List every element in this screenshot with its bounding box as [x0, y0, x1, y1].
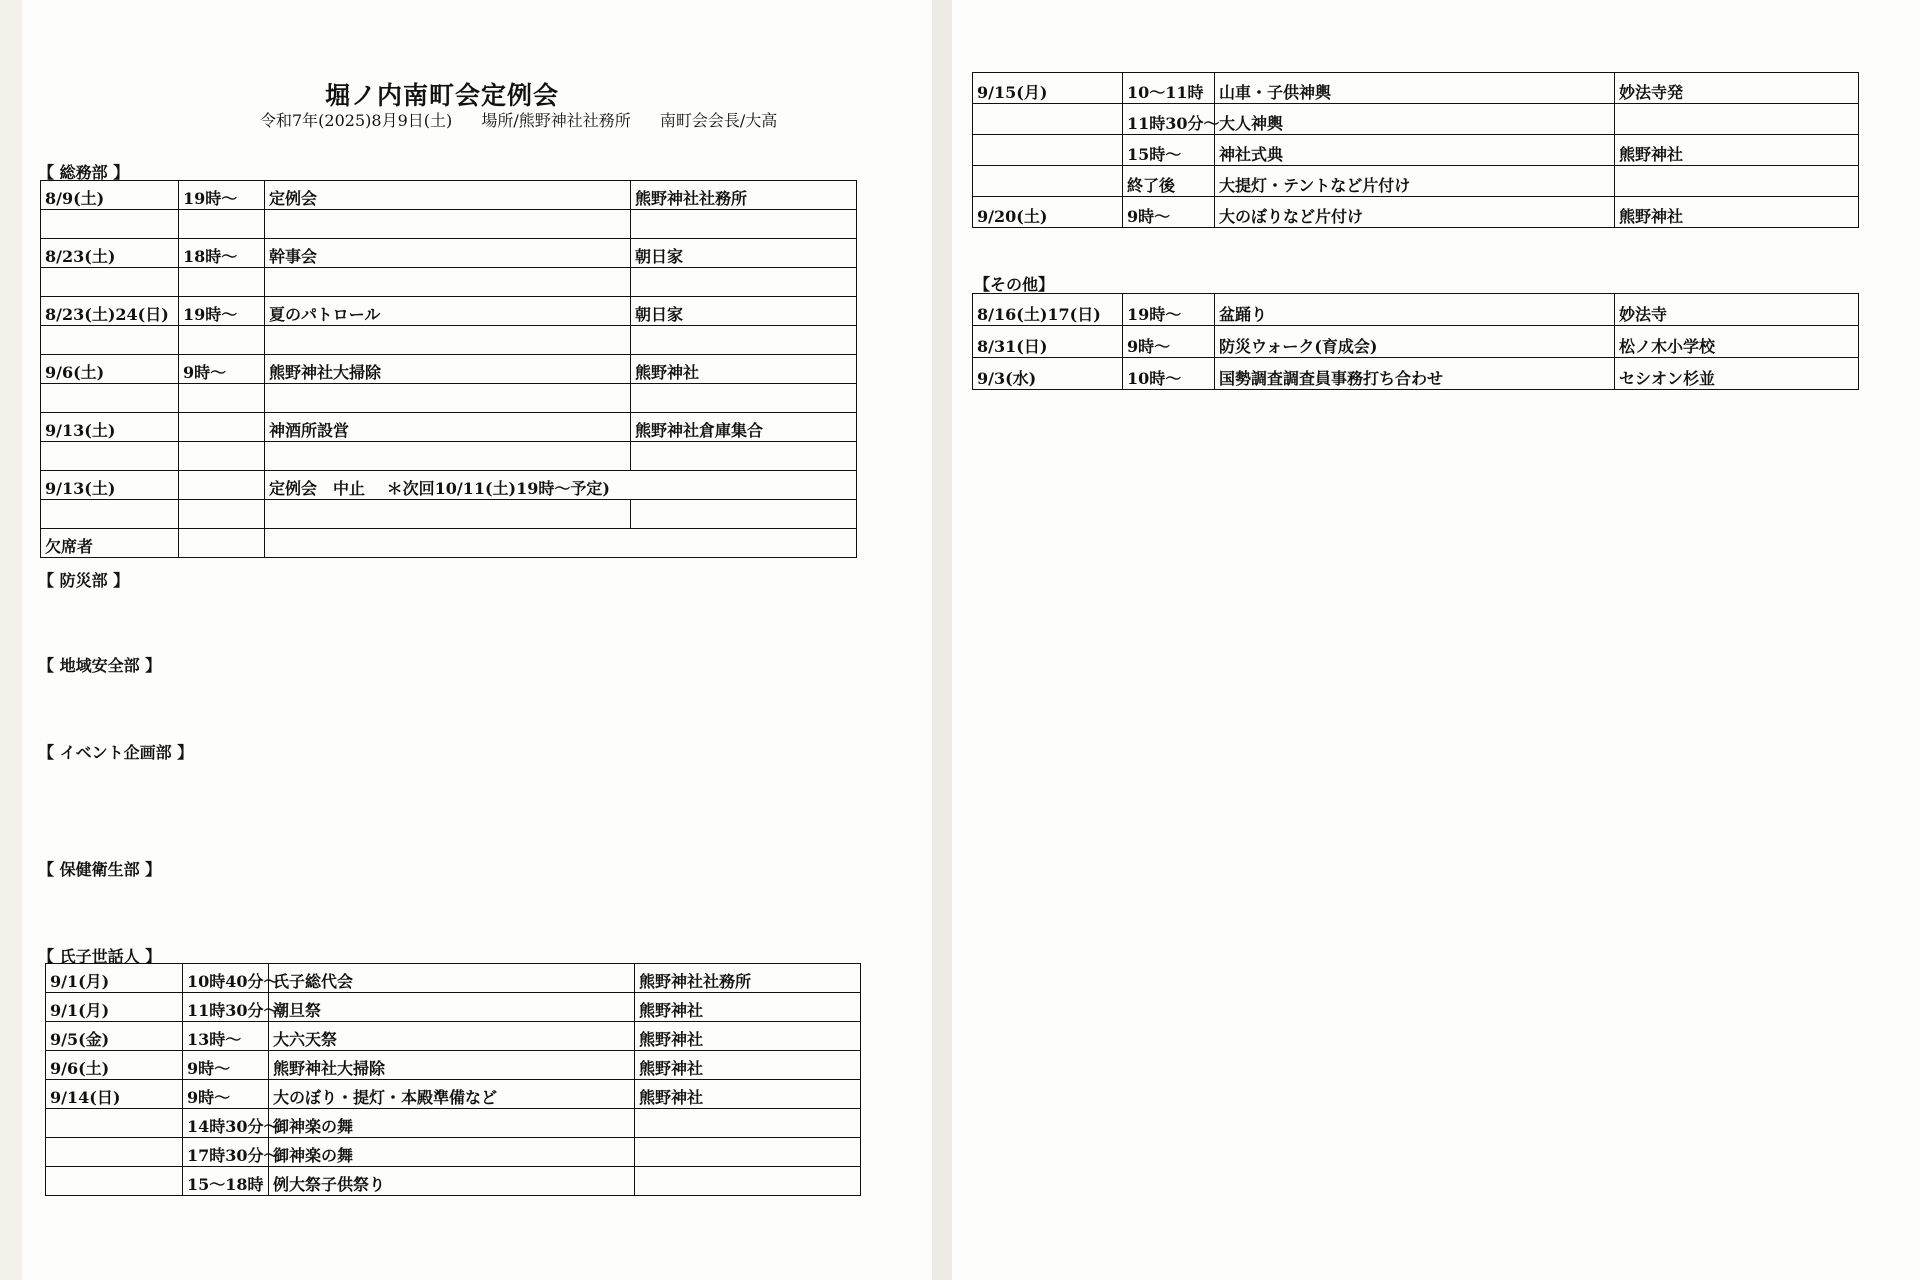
cell-time: 19時～	[179, 181, 265, 210]
cell-date: 8/23(土)24(日)	[41, 297, 179, 326]
table-row	[41, 210, 857, 239]
cell-event: 定例会	[265, 181, 631, 210]
cell-date	[46, 1109, 183, 1138]
table-row	[41, 471, 857, 500]
cell-place: 熊野神社倉庫集合	[631, 413, 857, 442]
cell-place: 妙法寺	[1615, 294, 1859, 326]
cell-place	[631, 442, 857, 471]
cell-place	[1615, 166, 1859, 197]
cell-event	[265, 500, 631, 529]
cell-date	[973, 135, 1123, 166]
cell-date	[41, 268, 179, 297]
cell-time: 14時30分～	[183, 1109, 269, 1138]
document-title: 堀ノ内南町会定例会	[325, 81, 560, 110]
festival-schedule-table	[972, 72, 1859, 228]
cell-place: 熊野神社	[1615, 135, 1859, 166]
cell-time: 9時～	[1123, 197, 1215, 228]
cell-date	[46, 1138, 183, 1167]
table-row	[41, 326, 857, 355]
cell-date: 8/16(土)17(日)	[973, 294, 1123, 326]
cell-event: 夏のパトロール	[265, 297, 631, 326]
table-row	[973, 135, 1859, 166]
page-gutter	[932, 0, 952, 1280]
meeting-date: 令和7年(2025)8月9日(土)	[260, 111, 453, 130]
section-hoken: 【 保健衛生部 】	[38, 860, 162, 879]
cell-date: 9/13(土)	[41, 471, 179, 500]
table-row	[46, 1109, 861, 1138]
cell-event: 盆踊り	[1215, 294, 1615, 326]
table-row	[46, 1167, 861, 1196]
cell-place	[631, 210, 857, 239]
table-row	[46, 964, 861, 993]
cell-event: 神社式典	[1215, 135, 1615, 166]
cell-event: 大六天祭	[269, 1022, 635, 1051]
cell-event: 熊野神社大掃除	[269, 1051, 635, 1080]
cell-time: 9時～	[183, 1051, 269, 1080]
cell-event: 防災ウォーク(育成会)	[1215, 326, 1615, 358]
document-meta	[260, 108, 801, 131]
cell-event: 潮旦祭	[269, 993, 635, 1022]
cell-time: 19時～	[179, 297, 265, 326]
cell-place: セシオン杉並	[1615, 358, 1859, 390]
cell-time	[179, 500, 265, 529]
cell-place: 熊野神社社務所	[631, 181, 857, 210]
table-row	[41, 297, 857, 326]
cell-time: 19時～	[1123, 294, 1215, 326]
cell-date	[41, 442, 179, 471]
cell-date	[46, 1167, 183, 1196]
cell-place: 熊野神社	[631, 355, 857, 384]
cell-date: 8/31(日)	[973, 326, 1123, 358]
cell-event: 定例会 中止 ＊次回10/11(土)19時～予定)	[265, 471, 857, 500]
cell-place	[635, 1167, 861, 1196]
cell-place: 朝日家	[631, 239, 857, 268]
section-somu: 【 総務部 】	[38, 163, 130, 182]
cell-event	[265, 384, 631, 413]
other-schedule-table	[972, 293, 1859, 390]
cell-time: 9時～	[1123, 326, 1215, 358]
cell-time	[179, 529, 265, 558]
cell-place: 熊野神社社務所	[635, 964, 861, 993]
meeting-venue: 場所/熊野神社社務所	[481, 111, 631, 130]
table-row	[41, 442, 857, 471]
section-ujiko: 【 氏子世話人 】	[38, 947, 162, 966]
cell-time: 18時～	[179, 239, 265, 268]
cell-date: 8/9(土)	[41, 181, 179, 210]
cell-absentees	[265, 529, 857, 558]
cell-time	[179, 210, 265, 239]
cell-place: 熊野神社	[635, 1080, 861, 1109]
cell-time	[179, 326, 265, 355]
cell-event: 大提灯・テントなど片付け	[1215, 166, 1615, 197]
cell-time: 9時～	[183, 1080, 269, 1109]
cell-event: 例大祭子供祭り	[269, 1167, 635, 1196]
cell-time: 11時30分～	[1123, 104, 1215, 135]
cell-time: 11時30分～	[183, 993, 269, 1022]
cell-date	[41, 384, 179, 413]
cell-date	[41, 326, 179, 355]
cell-time: 10時～	[1123, 358, 1215, 390]
section-chiiki: 【 地域安全部 】	[38, 656, 162, 675]
cell-time: 9時～	[179, 355, 265, 384]
cell-time: 13時～	[183, 1022, 269, 1051]
cell-date: 9/3(水)	[973, 358, 1123, 390]
cell-date: 9/1(月)	[46, 964, 183, 993]
cell-event: 大人神輿	[1215, 104, 1615, 135]
cell-date: 9/1(月)	[46, 993, 183, 1022]
table-row	[41, 384, 857, 413]
cell-event: 御神楽の舞	[269, 1138, 635, 1167]
cell-event: 幹事会	[265, 239, 631, 268]
cell-event: 御神楽の舞	[269, 1109, 635, 1138]
table-row	[41, 181, 857, 210]
somu-schedule-table	[40, 180, 857, 558]
cell-time	[179, 471, 265, 500]
cell-time: 15～18時	[183, 1167, 269, 1196]
table-row	[41, 268, 857, 297]
cell-event: 熊野神社大掃除	[265, 355, 631, 384]
cell-event: 神酒所設営	[265, 413, 631, 442]
table-row	[41, 355, 857, 384]
section-bosai: 【 防災部 】	[38, 571, 130, 590]
cell-place: 熊野神社	[635, 1022, 861, 1051]
cell-date: 9/13(土)	[41, 413, 179, 442]
cell-place	[631, 500, 857, 529]
cell-date: 9/14(日)	[46, 1080, 183, 1109]
cell-place	[1615, 104, 1859, 135]
cell-place: 熊野神社	[635, 1051, 861, 1080]
table-row	[973, 358, 1859, 390]
section-sonota: 【その他】	[974, 275, 1055, 294]
cell-place: 熊野神社	[635, 993, 861, 1022]
cell-date: 9/5(金)	[46, 1022, 183, 1051]
cell-place: 熊野神社	[1615, 197, 1859, 228]
table-row	[973, 294, 1859, 326]
cell-date: 8/23(土)	[41, 239, 179, 268]
table-row	[973, 197, 1859, 228]
cell-event: 氏子総代会	[269, 964, 635, 993]
table-row	[46, 1080, 861, 1109]
table-row	[973, 326, 1859, 358]
table-row	[41, 239, 857, 268]
table-row	[973, 166, 1859, 197]
cell-time	[179, 384, 265, 413]
table-row	[46, 1051, 861, 1080]
cell-place	[631, 268, 857, 297]
cell-place	[631, 326, 857, 355]
cell-date	[41, 210, 179, 239]
cell-date	[41, 500, 179, 529]
cell-date: 9/20(土)	[973, 197, 1123, 228]
cell-place: 朝日家	[631, 297, 857, 326]
cell-time: 10～11時	[1123, 73, 1215, 104]
ujiko-schedule-table	[45, 963, 861, 1196]
cell-event: 大のぼりなど片付け	[1215, 197, 1615, 228]
cell-date: 欠席者	[41, 529, 179, 558]
cell-place	[635, 1109, 861, 1138]
table-row	[46, 993, 861, 1022]
cell-date: 9/6(土)	[46, 1051, 183, 1080]
cell-time	[179, 268, 265, 297]
cell-place: 松ノ木小学校	[1615, 326, 1859, 358]
meeting-chair: 南町会会長/大高	[659, 111, 778, 130]
table-row	[46, 1138, 861, 1167]
cell-date: 9/6(土)	[41, 355, 179, 384]
table-row	[41, 500, 857, 529]
table-row	[46, 1022, 861, 1051]
cell-date: 9/15(月)	[973, 73, 1123, 104]
cell-time	[179, 442, 265, 471]
section-event: 【 イベント企画部 】	[38, 743, 194, 762]
cell-place: 妙法寺発	[1615, 73, 1859, 104]
cell-time: 終了後	[1123, 166, 1215, 197]
cell-event: 大のぼり・提灯・本殿準備など	[269, 1080, 635, 1109]
cell-event	[265, 268, 631, 297]
cell-date	[973, 166, 1123, 197]
cell-event	[265, 326, 631, 355]
cell-time: 10時40分～	[183, 964, 269, 993]
table-row	[41, 413, 857, 442]
cell-time: 15時～	[1123, 135, 1215, 166]
cell-event: 国勢調査調査員事務打ち合わせ	[1215, 358, 1615, 390]
cell-event	[265, 442, 631, 471]
cell-place	[631, 384, 857, 413]
cell-date	[973, 104, 1123, 135]
table-row	[41, 529, 857, 558]
cell-time	[179, 413, 265, 442]
cell-place	[635, 1138, 861, 1167]
cell-time: 17時30分～	[183, 1138, 269, 1167]
cell-event: 山車・子供神輿	[1215, 73, 1615, 104]
table-row	[973, 73, 1859, 104]
table-row	[973, 104, 1859, 135]
cell-event	[265, 210, 631, 239]
